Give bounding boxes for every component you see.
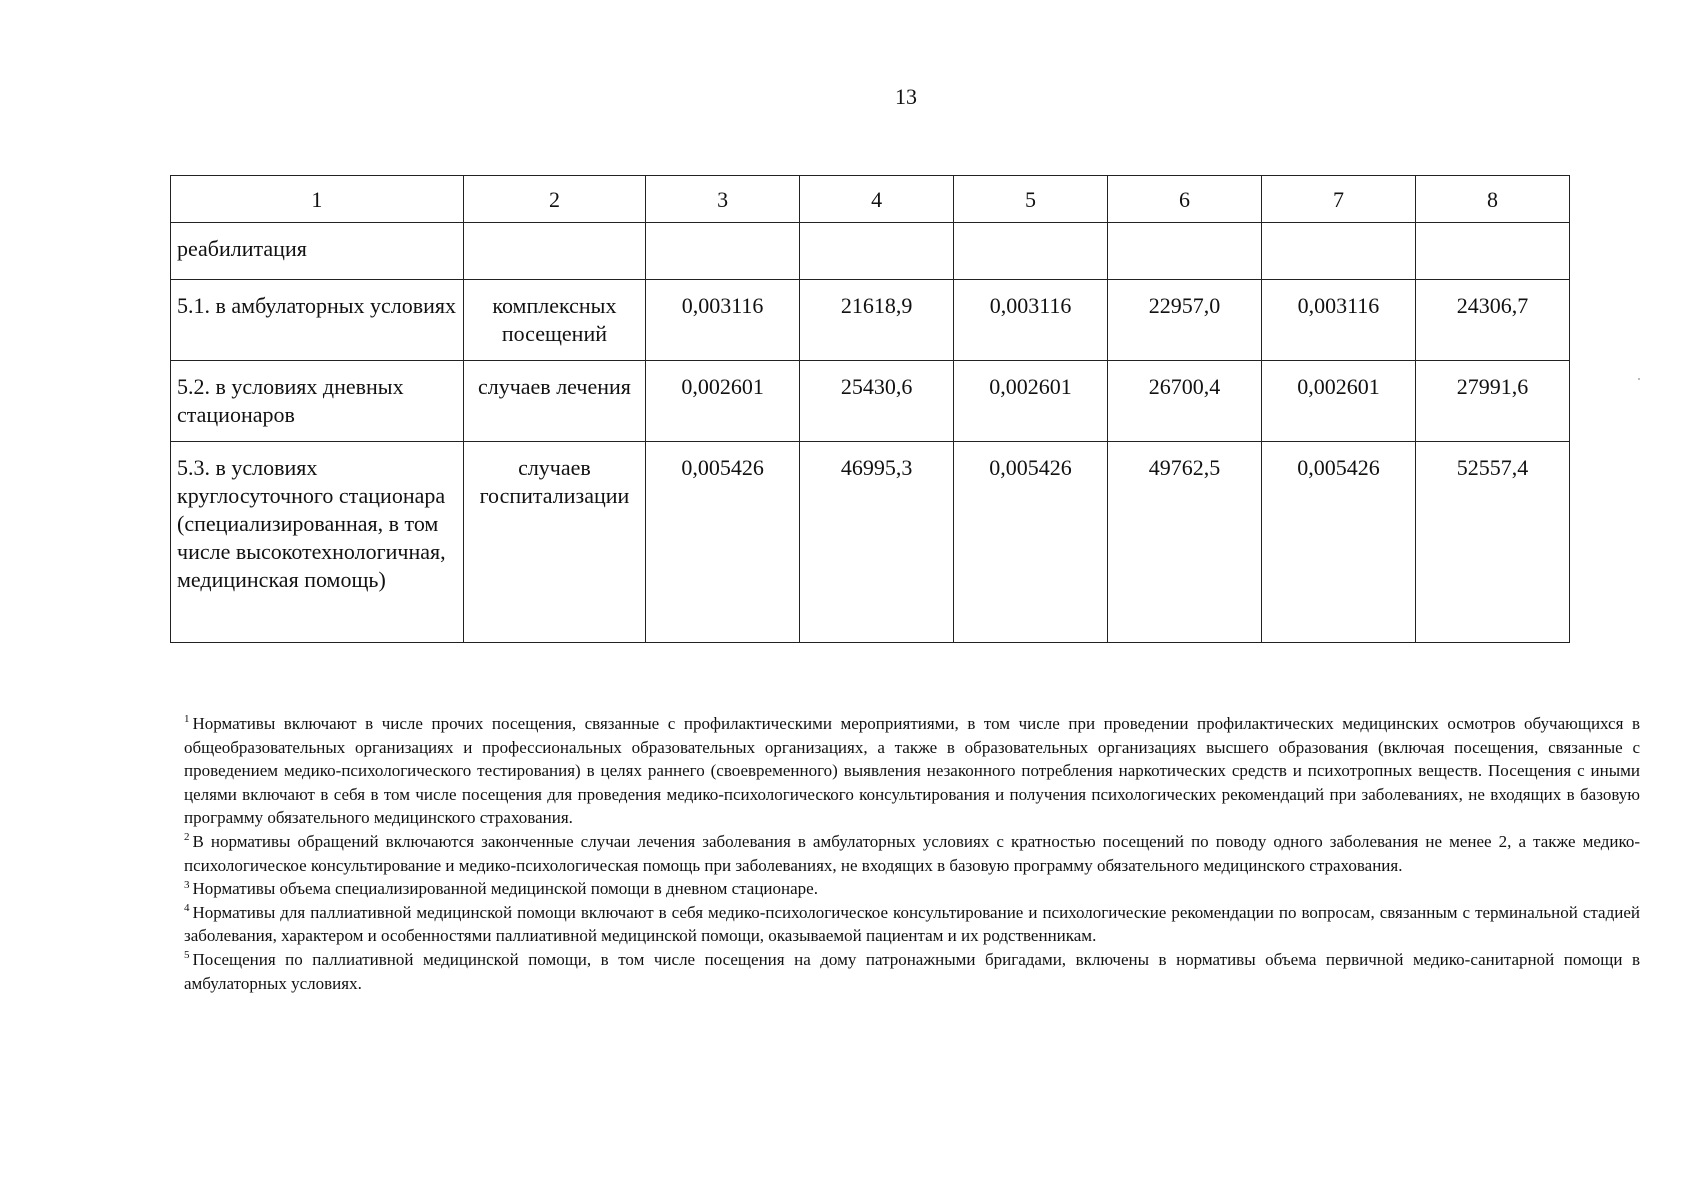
header-cell: 7	[1261, 176, 1415, 223]
value-cell: 25430,6	[800, 361, 954, 442]
row-name-cell: 5.2. в условиях дневных стационаров	[171, 361, 464, 442]
value-cell	[1415, 223, 1569, 280]
value-cell	[1261, 223, 1415, 280]
row-name-cell: реабилитация	[171, 223, 464, 280]
footnote-text: Нормативы объема специализированной медицинской помощи в дневном стационаре.	[192, 879, 818, 899]
header-cell: 2	[463, 176, 645, 223]
value-cell: 0,003116	[954, 280, 1108, 361]
header-cell: 3	[646, 176, 800, 223]
unit-cell: случаев лечения	[463, 361, 645, 442]
footnote-text: В нормативы обращений включаются законченные случаи лечения заболевания в амбулаторных условиях с кратностью посещений по поводу одного заболевания не менее 2, а также медико-психологическое консультирование и медико-психологическая помощь при заболеваниях, не входящих в базовую программу обязательного медицинского страхования.	[184, 831, 1640, 875]
unit-cell	[463, 223, 645, 280]
scan-speck	[1638, 378, 1640, 380]
value-cell: 0,003116	[1261, 280, 1415, 361]
footnote-mark: 4	[184, 902, 190, 915]
value-cell	[954, 223, 1108, 280]
value-cell: 0,005426	[646, 442, 800, 643]
footnote	[184, 901, 1640, 948]
value-cell: 0,002601	[646, 361, 800, 442]
footnote-mark: 5	[184, 949, 190, 962]
value-cell: 26700,4	[1108, 361, 1262, 442]
value-cell: 27991,6	[1415, 361, 1569, 442]
table-row	[171, 280, 1570, 361]
value-cell: 0,003116	[646, 280, 800, 361]
header-cell: 1	[171, 176, 464, 223]
norms-table	[170, 175, 1570, 643]
value-cell: 46995,3	[800, 442, 954, 643]
value-cell	[1108, 223, 1262, 280]
page-number: 13	[895, 84, 917, 109]
value-cell	[800, 223, 954, 280]
value-cell	[646, 223, 800, 280]
footnote	[184, 948, 1640, 995]
value-cell: 0,002601	[1261, 361, 1415, 442]
value-cell: 49762,5	[1108, 442, 1262, 643]
footnote-mark: 1	[184, 713, 190, 726]
value-cell: 21618,9	[800, 280, 954, 361]
footnote	[184, 830, 1640, 877]
header-cell: 6	[1108, 176, 1262, 223]
value-cell: 0,005426	[954, 442, 1108, 643]
footnote	[184, 877, 1640, 901]
table-row	[171, 442, 1570, 643]
value-cell: 24306,7	[1415, 280, 1569, 361]
value-cell: 52557,4	[1415, 442, 1569, 643]
footnote-text: Нормативы для паллиативной медицинской помощи включают в себя медико-психологическое консультирование и психологические рекомендации по вопросам, связанным с терминальной стадией заболевания, характером и особенностями паллиативной медицинской помощи, оказываемой пациентам и их родственникам.	[184, 902, 1640, 946]
footnote	[184, 712, 1640, 830]
unit-cell: комплексных посещений	[463, 280, 645, 361]
value-cell: 22957,0	[1108, 280, 1262, 361]
table-row	[171, 223, 1570, 280]
unit-cell: случаев госпитализации	[463, 442, 645, 643]
value-cell: 0,002601	[954, 361, 1108, 442]
table-header-row	[171, 176, 1570, 223]
row-name-cell: 5.3. в условиях круглосуточного стационара (специализированная, в том числе высокотехнологичная, медицинская помощь)	[171, 442, 464, 643]
footnote-mark: 2	[184, 831, 190, 844]
footnote-text: Нормативы включают в числе прочих посещения, связанные с профилактическими мероприятиями, в том числе при проведении профилактических медицинских осмотров обучающихся в общеобразовательных организациях и профессиональных образовательных организациях, а также в образовательных организациях высшего образования (включая посещения, связанные с проведением медико-психологического тестирования) в целях раннего (своевременного) выявления незаконного потребления наркотических средств и психотропных веществ. Посещения с иными целями включают в себя в том числе посещения для проведения медико-психологического консультирования и получения психологических рекомендаций при заболеваниях, не входящих в базовую программу обязательного медицинского страхования.	[184, 714, 1640, 828]
row-name-cell: 5.1. в амбулаторных условиях	[171, 280, 464, 361]
footnotes	[184, 712, 1640, 995]
header-cell: 8	[1415, 176, 1569, 223]
table-row	[171, 361, 1570, 442]
header-cell: 5	[954, 176, 1108, 223]
footnote-mark: 3	[184, 878, 190, 891]
value-cell: 0,005426	[1261, 442, 1415, 643]
footnote-text: Посещения по паллиативной медицинской помощи, в том числе посещения на дому патронажными бригадами, включены в нормативы объема первичной медико-санитарной помощи в амбулаторных условиях.	[184, 949, 1640, 993]
header-cell: 4	[800, 176, 954, 223]
